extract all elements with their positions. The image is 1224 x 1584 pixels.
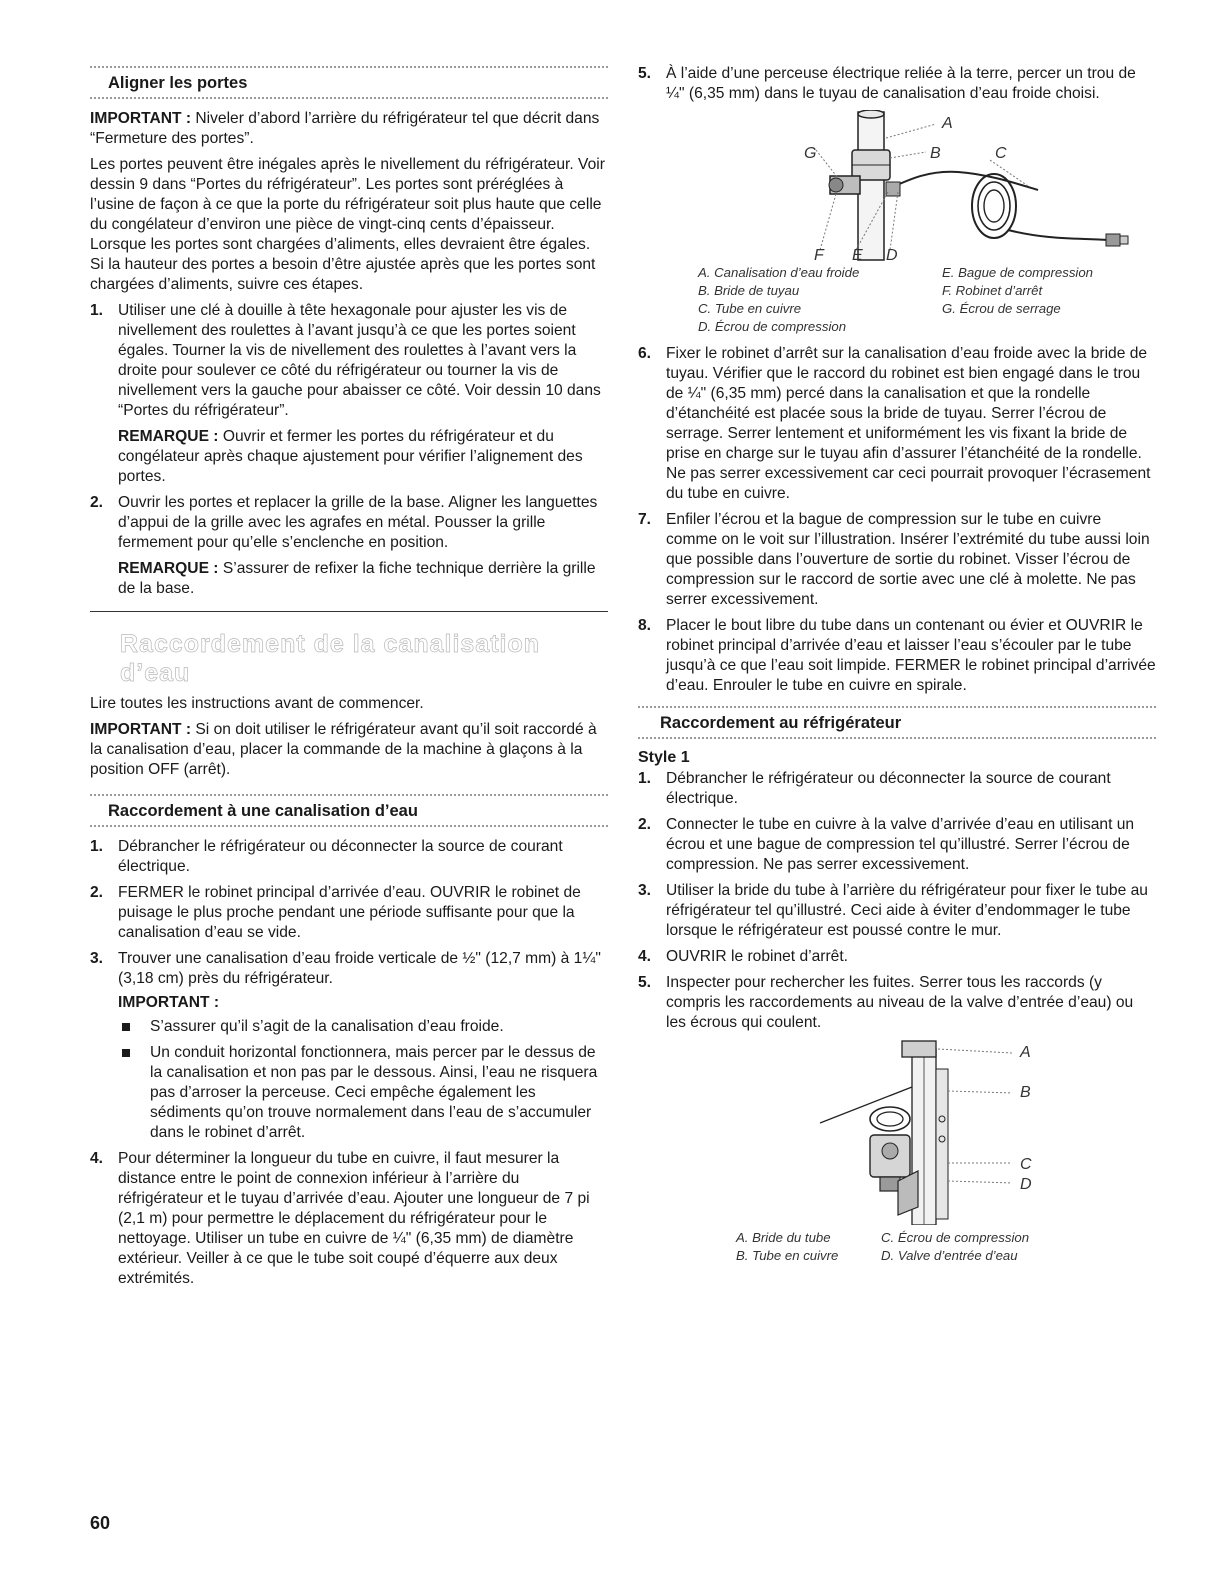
connect-steps-list bbox=[90, 837, 608, 1289]
section-divider bbox=[90, 611, 608, 612]
tube-fitting bbox=[1120, 236, 1128, 244]
step-number: 1. bbox=[90, 302, 104, 319]
step-text: À l’aide d’une perceuse électrique reliée à la terre, percer un trou de ¼" (6,35 mm) dans le tuyau de canalisation d’eau froide choisi. bbox=[666, 65, 1136, 102]
leader-line bbox=[890, 152, 926, 158]
important-bullets bbox=[118, 1017, 608, 1143]
shutoff-valve-figure bbox=[758, 110, 1158, 262]
step-text: Débrancher le réfrigérateur ou déconnecter la source de courant électrique. bbox=[118, 838, 563, 875]
important-text: Si on doit utiliser le réfrigérateur avant qu’il soit raccordé à la canalisation d’eau, placer la commande de la machine à glaçons à la position OFF (arrêt). bbox=[90, 721, 597, 778]
callout-b: B bbox=[1020, 1084, 1031, 1101]
align-important-paragraph bbox=[90, 109, 608, 149]
step-note bbox=[118, 427, 608, 487]
compression-nut bbox=[880, 1177, 900, 1191]
leader-line bbox=[890, 192, 898, 250]
list-item bbox=[638, 947, 1156, 967]
bullet-text: S’assurer qu’il s’agit de la canalisation d’eau froide. bbox=[150, 1018, 504, 1035]
step-number: 8. bbox=[638, 617, 652, 634]
step-text: Placer le bout libre du tube dans un contenant ou évier et OUVRIR le robinet principal d’arrivée d’eau et laisser l’eau s’écouler par le tube jusqu’à ce que l’eau soit limpide. FERMER le robinet principal d’arrivée d’eau. Enrouler le tube en cuivre en spirale. bbox=[666, 617, 1156, 694]
cold-water-pipe bbox=[858, 112, 884, 260]
shutoff-valve-legend bbox=[698, 264, 1156, 336]
pipe-end bbox=[858, 110, 884, 118]
inlet-valve-figure bbox=[798, 1039, 1098, 1225]
list-item bbox=[638, 510, 1156, 610]
leader-line bbox=[886, 124, 936, 138]
legend-item: F. Robinet d’arrêt bbox=[942, 283, 1043, 298]
tube-coil bbox=[984, 190, 1004, 222]
important-label: IMPORTANT : bbox=[90, 721, 192, 738]
step-text: Inspecter pour rechercher les fuites. Serrer tous les raccords (y compris les raccordements au niveau de la valve d’entrée d’eau) ou les écrous qui coulent. bbox=[666, 974, 1134, 1031]
step-note bbox=[118, 559, 608, 599]
bullet-text: Un conduit horizontal fonctionnera, mais percer par le dessus de la canalisation et non pas par le dessous. Ainsi, l’eau ne risquera pas d’arroser la perceuse. Ceci empêche également les sédiments qu’on trouve normalement dans l’eau de s’accumuler dans le robinet d’arrêt. bbox=[150, 1044, 598, 1141]
step-number: 3. bbox=[638, 882, 652, 899]
step-text: FERMER le robinet principal d’arrivée d’eau. OUVRIR le robinet de puisage le plus proche pendant une période suffisante pour que la canalisation d’eau se vide. bbox=[118, 884, 581, 941]
list-item bbox=[638, 616, 1156, 696]
step-text: OUVRIR le robinet d’arrêt. bbox=[666, 948, 848, 965]
list-item bbox=[638, 769, 1156, 809]
legend-item: A. Canalisation d’eau froide bbox=[698, 265, 860, 280]
important-label: IMPORTANT : bbox=[90, 110, 192, 127]
inlet-valve-legend bbox=[736, 1229, 1156, 1265]
callout-c: C bbox=[1020, 1156, 1032, 1173]
tube-coil bbox=[870, 1107, 910, 1131]
step-text: Enfiler l’écrou et la bague de compression sur le tube en cuivre comme on le voit sur l’illustration. Insérer l’extrémité du tube aussi loin que possible dans l’ouverture de sortie du robinet. Visser l’écrou de compression sur le raccord de sortie avec une clé à molette. Ne pas serrer excessivement. bbox=[666, 511, 1150, 608]
legend-item: C. Tube en cuivre bbox=[698, 301, 802, 316]
legend-item: B. Tube en cuivre bbox=[736, 1248, 839, 1263]
cabinet-edge bbox=[820, 1087, 912, 1123]
fridge-steps-list bbox=[638, 769, 1156, 1033]
list-item bbox=[90, 493, 608, 599]
legend-item: C. Écrou de compression bbox=[881, 1230, 1030, 1245]
step-number: 2. bbox=[638, 816, 652, 833]
inlet-valve-illustration bbox=[798, 1039, 1098, 1225]
bullet-item bbox=[118, 1043, 608, 1143]
water-line-heading: Raccordement de la canalisation d’eau bbox=[120, 630, 541, 687]
step-number: 5. bbox=[638, 65, 652, 82]
style-1-heading: Style 1 bbox=[638, 749, 690, 766]
step-number: 4. bbox=[90, 1150, 104, 1167]
list-item bbox=[638, 881, 1156, 941]
note-label: REMARQUE : bbox=[118, 560, 219, 577]
water-important-paragraph bbox=[90, 720, 608, 780]
square-bullet-icon bbox=[122, 1049, 130, 1057]
connect-water-heading: Raccordement à une canalisation d’eau bbox=[108, 802, 418, 820]
align-doors-heading: Aligner les portes bbox=[108, 74, 248, 92]
list-item bbox=[90, 301, 608, 487]
fridge-connection-heading: Raccordement au réfrigérateur bbox=[660, 714, 902, 732]
list-item bbox=[638, 64, 1156, 104]
section-rule bbox=[638, 737, 1156, 739]
list-item bbox=[638, 344, 1156, 504]
callout-g: G bbox=[804, 145, 817, 162]
align-steps-list bbox=[90, 301, 608, 599]
note-text: Ouvrir et fermer les portes du réfrigérateur et du congélateur après chaque ajustement pour vérifier l’alignement des portes. bbox=[118, 428, 583, 485]
shutoff-valve-illustration bbox=[758, 110, 1158, 262]
leader-line bbox=[948, 1091, 1012, 1093]
step-text: Trouver une canalisation d’eau froide verticale de ½" (12,7 mm) à 1¼" (3,18 cm) près du réfrigérateur. bbox=[118, 950, 601, 987]
legend-item: B. Bride de tuyau bbox=[698, 283, 800, 298]
bullet-item bbox=[118, 1017, 608, 1037]
tube-clamp bbox=[902, 1041, 936, 1057]
right-column bbox=[638, 64, 1156, 1265]
leader-line bbox=[938, 1049, 1012, 1053]
important-label: IMPORTANT : bbox=[118, 994, 220, 1011]
legend-item: G. Écrou de serrage bbox=[942, 301, 1061, 316]
step-text: Ouvrir les portes et replacer la grille de la base. Aligner les languettes d’appui de la grille avec les agrafes en métal. Pousser la grille fermement pour qu’elle s’enclenche en position. bbox=[118, 494, 598, 551]
read-instructions: Lire toutes les instructions avant de commencer. bbox=[90, 695, 424, 712]
list-item bbox=[638, 973, 1156, 1033]
valve-steps-list bbox=[638, 344, 1156, 696]
list-item bbox=[90, 1149, 608, 1289]
step-text: Utiliser la bride du tube à l’arrière du réfrigérateur pour fixer le tube au réfrigérateur tel qu’illustré. Ceci aide à éviter d’endommager le tube lorsque le réfrigérateur est poussé contre le mur. bbox=[666, 882, 1148, 939]
step-number: 1. bbox=[638, 770, 652, 787]
important-text: Niveler d’abord l’arrière du réfrigérateur tel que décrit dans “Fermeture des portes”. bbox=[90, 110, 600, 147]
callout-a: A bbox=[942, 115, 953, 132]
leader-line bbox=[816, 150, 838, 178]
step-number: 7. bbox=[638, 511, 652, 528]
callout-c: C bbox=[995, 145, 1007, 162]
callout-a: A bbox=[1020, 1044, 1031, 1061]
section-rule bbox=[90, 825, 608, 827]
legend-item: D. Écrou de compression bbox=[698, 319, 847, 334]
section-rule bbox=[90, 97, 608, 99]
clamping-nut bbox=[829, 178, 843, 192]
step-number: 5. bbox=[638, 974, 652, 991]
step-text: Connecter le tube en cuivre à la valve d’arrivée d’eau en utilisant un écrou et une bague de compression tel qu’illustré. Serrer l’écrou de compression. Ne pas serrer excessivement. bbox=[666, 816, 1135, 873]
page-number: 60 bbox=[90, 1513, 111, 1533]
step-number: 1. bbox=[90, 838, 104, 855]
step-number: 4. bbox=[638, 948, 652, 965]
step-number: 3. bbox=[90, 950, 104, 967]
legend-item: A. Bride du tube bbox=[736, 1230, 831, 1245]
step-text: Fixer le robinet d’arrêt sur la canalisation d’eau froide avec la bride de tuyau. Vérifier que le raccord du robinet est bien engagé dans le trou de ¼" (6,35 mm) percé dans la canalisation et que la rondelle d’étanchéité est placée sous la bride de tuyau. Serrer l’écrou de serrage. Serrer lentement et uniformément les vis fixant la bride de prise en charge sur le tuyau afin d’assurer l’étanchéité de la rondelle. Ne pas serrer excessivement car ceci pourrait provoquer l’écrasement du tube en cuivre. bbox=[666, 345, 1151, 502]
callout-f: F bbox=[814, 247, 824, 262]
callout-b: B bbox=[930, 145, 941, 162]
note-label: REMARQUE : bbox=[118, 428, 219, 445]
copper-tube bbox=[886, 172, 1038, 190]
copper-tube bbox=[1008, 230, 1108, 240]
legend-item: E. Bague de compression bbox=[942, 265, 1094, 280]
tube-coil bbox=[978, 182, 1010, 230]
square-bullet-icon bbox=[122, 1023, 130, 1031]
list-item bbox=[90, 949, 608, 1143]
align-intro-paragraph: Les portes peuvent être inégales après le nivellement du réfrigérateur. Voir dessin 9 dans “Portes du réfrigérateur”. Les portes sont préréglées à l’usine de façon à ce que la porte du réfrigérateur soit plus haute que celle du congélateur d’environ une pièce de vingt-cinq cents d’épaisseur. Lorsque les portes sont chargées d’aliments, elles devraient être égales. Si la hauteur des portes a besoin d’être ajustée après que les portes sont chargées d’aliments, suivre ces étapes. bbox=[90, 156, 605, 293]
legend-item: D. Valve d’entrée d’eau bbox=[881, 1248, 1018, 1263]
left-column bbox=[90, 66, 608, 1295]
step-text: Débrancher le réfrigérateur ou déconnecter la source de courant électrique. bbox=[666, 770, 1111, 807]
tube-coil bbox=[877, 1112, 903, 1126]
compression-nut bbox=[1106, 234, 1120, 246]
step-number: 6. bbox=[638, 345, 652, 362]
drill-step-list bbox=[638, 64, 1156, 104]
list-item bbox=[90, 883, 608, 943]
callout-e: E bbox=[852, 247, 863, 262]
list-item bbox=[90, 837, 608, 877]
note-text: S’assurer de refixer la fiche technique derrière la grille de la base. bbox=[118, 560, 596, 597]
leader-line bbox=[948, 1181, 1012, 1183]
callout-d: D bbox=[1020, 1176, 1032, 1193]
callout-d: D bbox=[886, 247, 898, 262]
valve-solenoid bbox=[882, 1143, 898, 1159]
step-text: Pour déterminer la longueur du tube en cuivre, il faut mesurer la distance entre le point de connexion inférieur à l’arrière du réfrigérateur et le tuyau d’arrivée d’eau. Ajouter une longueur de 7 pi (2,1 m) pour permettre le déplacement du réfrigérateur pour le nettoyage. Utiliser un tube en cuivre de ¼" (6,35 mm) de diamètre extérieur. Veiller à ce que le tube soit coupé d’équerre aux deux extrémités. bbox=[118, 1150, 590, 1287]
step-text: Utiliser une clé à douille à tête hexagonale pour ajuster les vis de nivellement des roulettes à l’avant jusqu’à ce que les portes soient égales. Tourner la vis de nivellement des roulettes à l’avant vers la droite pour soulever ce côté du réfrigérateur ou tourner la vis de nivellement vers la gauche pour abaisser ce côté. Voir dessin 10 dans “Portes du réfrigérateur”. bbox=[118, 302, 601, 419]
leader-line bbox=[820, 194, 836, 250]
step-number: 2. bbox=[90, 884, 104, 901]
fridge-frame bbox=[936, 1069, 948, 1219]
list-item bbox=[638, 815, 1156, 875]
step-number: 2. bbox=[90, 494, 104, 511]
